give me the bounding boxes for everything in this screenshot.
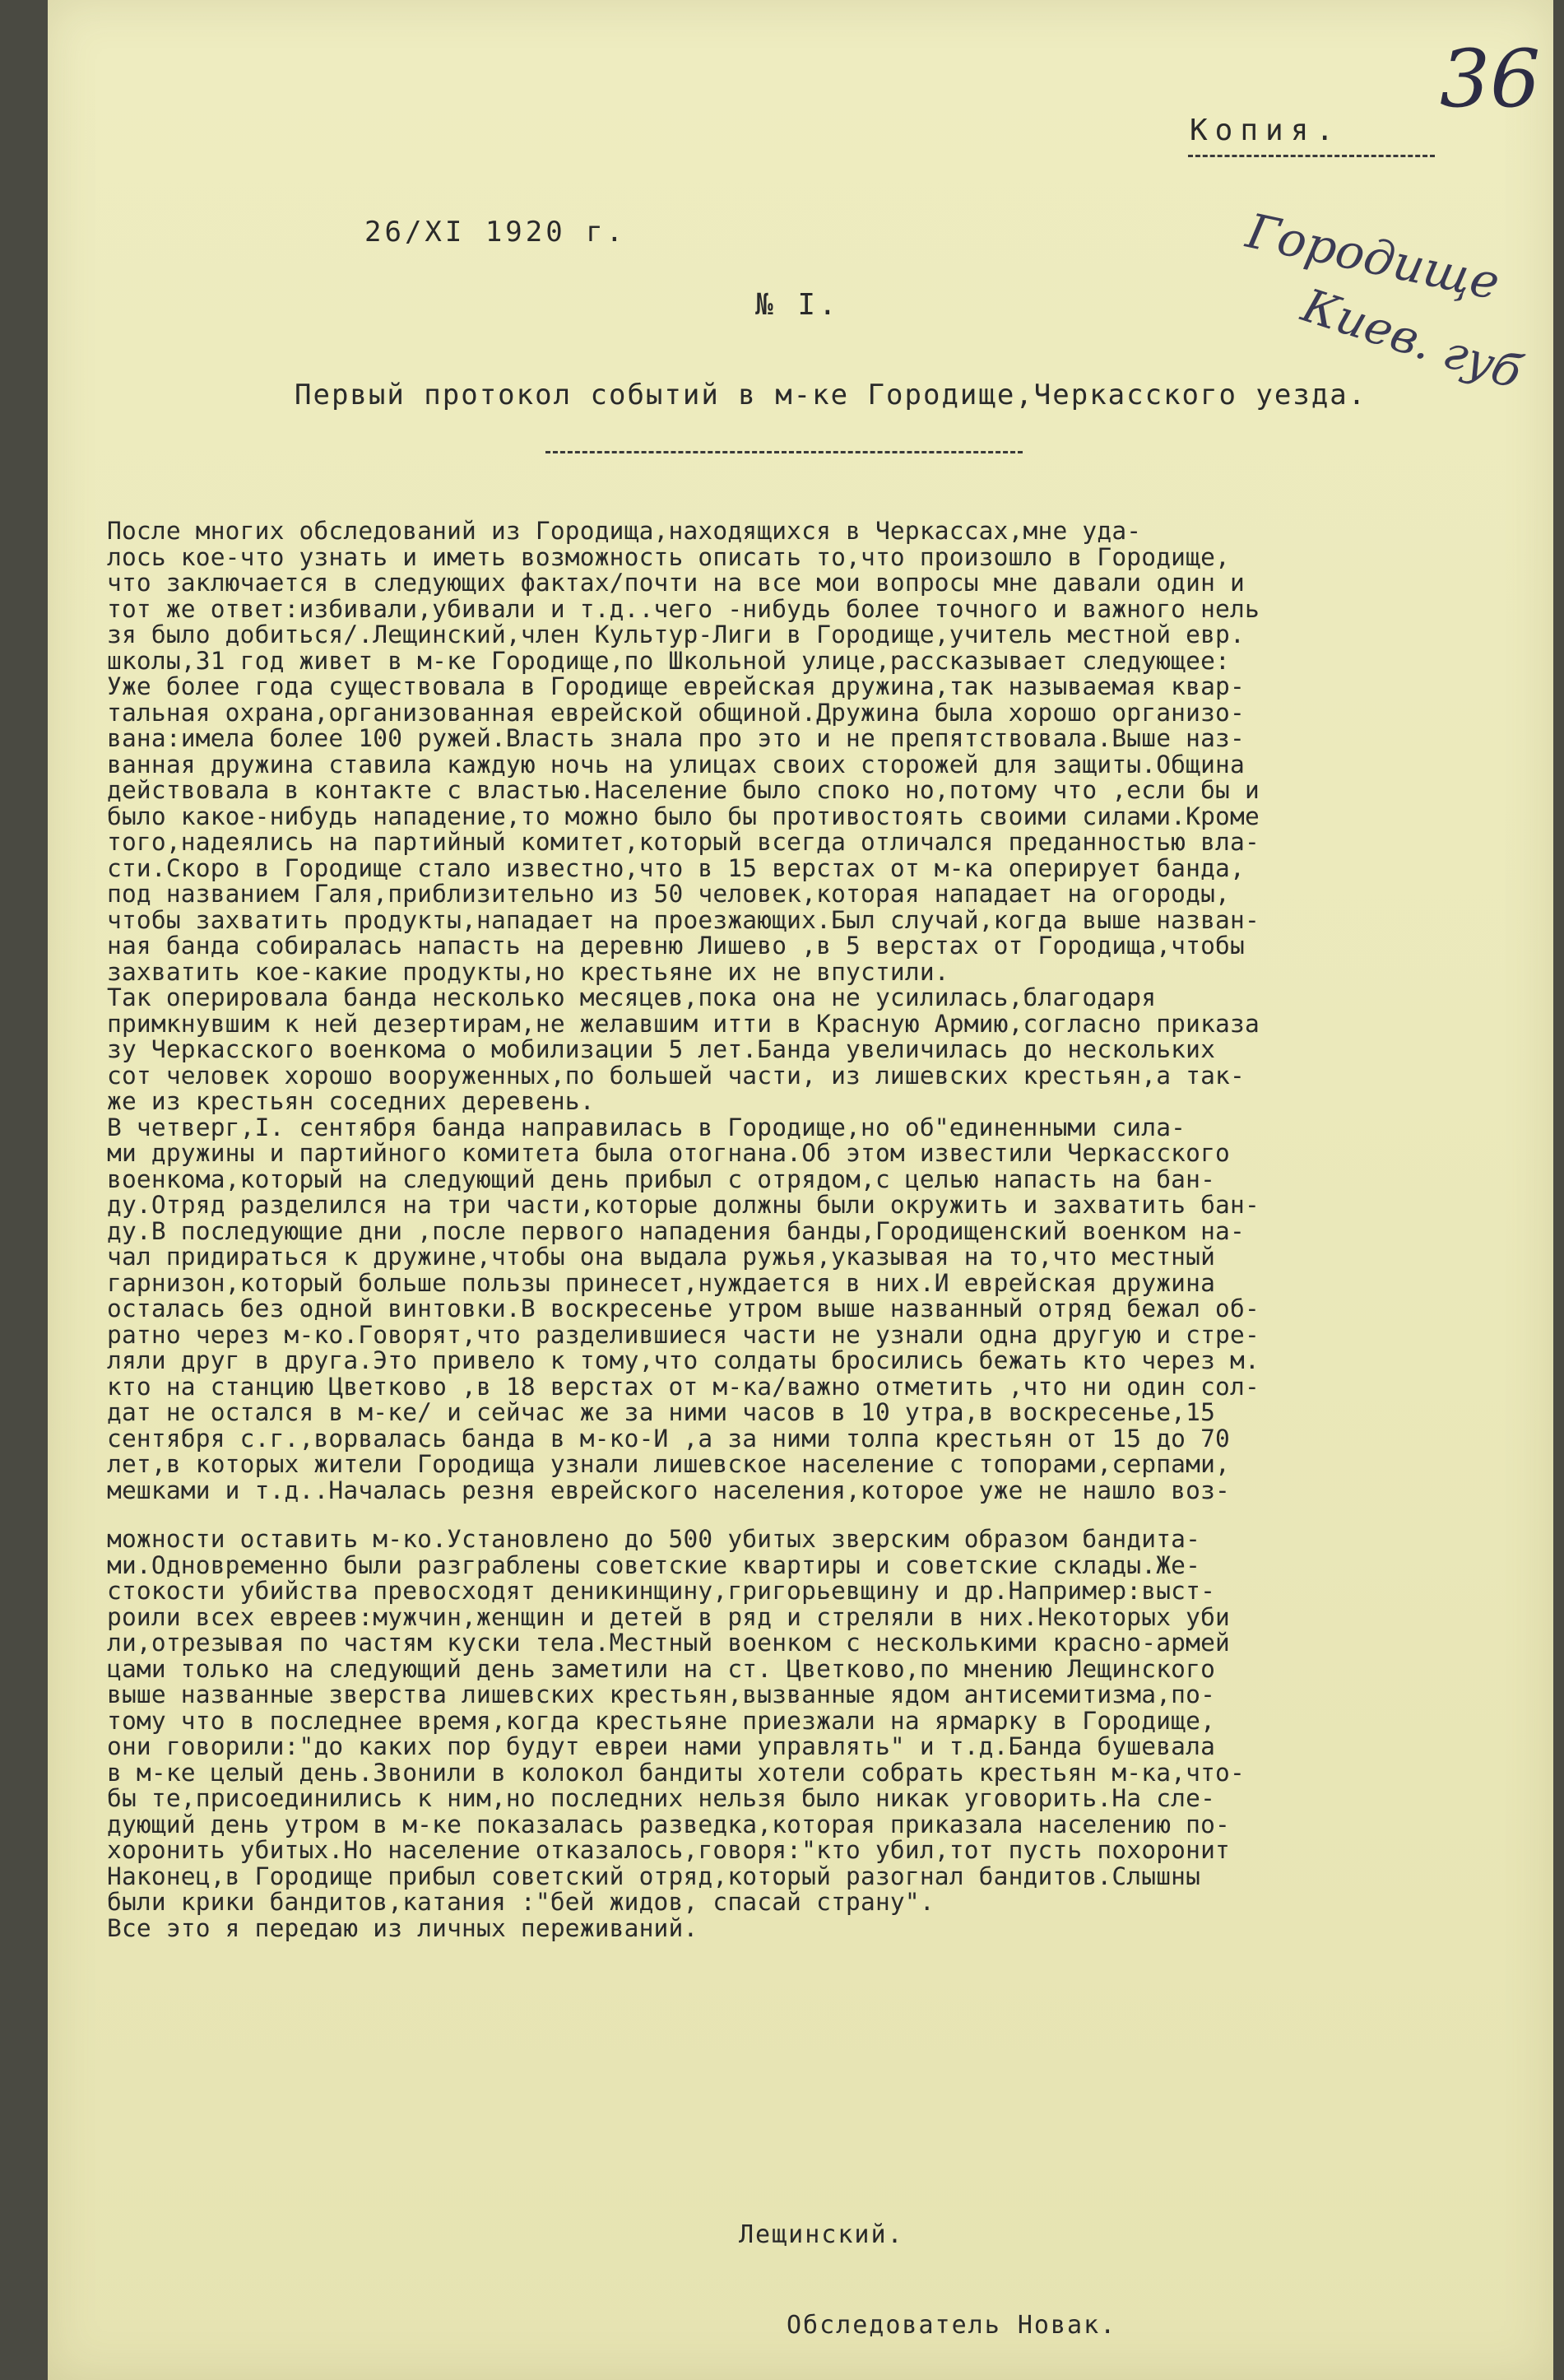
body-line: действовала в контакте с властью.Население было споко но,потому что ,если бы и xyxy=(107,778,1260,804)
body-line: сентября с.г.,ворвалась банда в м-ко-И ,а за ними толпа крестьян от 15 до 70 xyxy=(107,1425,1230,1452)
body-line: школы,31 год живет в м-ке Городище,по Школьной улице,рассказывает следующее: xyxy=(107,648,1230,674)
body-line: Все это я передаю из личных переживаний. xyxy=(107,1915,698,1941)
body-line: лось кое-что узнать и иметь возможность описать то,что произошло в Городище, xyxy=(107,544,1230,570)
body-line: они говорили:"до каких пор будут евреи нами управлять" и т.д.Банда бушевала xyxy=(107,1734,1216,1760)
body-line: тальная охрана,организованная еврейской общиной.Дружина была хорошо организо- xyxy=(107,700,1245,726)
body-line: было какое-нибудь нападение,то можно было бы противостоять своими силами.Кроме xyxy=(107,803,1260,830)
body-line: ванная дружина ставила каждую ночь на улицах своих сторожей для защиты.Община xyxy=(107,751,1245,778)
body-line: стокости убийства превосходят деникинщину,григорьевщину и др.Например:выст- xyxy=(107,1578,1216,1605)
body-line: военкома,который на следующий день прибыл с отрядом,с целью напасть на бан- xyxy=(107,1166,1216,1192)
body-line: дующий день утром в м-ке показалась разведка,которая приказала населению по- xyxy=(107,1811,1230,1838)
body-line: тому что в последнее время,когда крестьяне приезжали на ярмарку в Городище, xyxy=(107,1708,1216,1734)
protocol-body xyxy=(107,518,1538,1941)
body-line: ду.В последующие дни ,после первого нападения банды,Городищенский военком на- xyxy=(107,1218,1245,1244)
body-line: осталась без одной винтовки.В воскресенье утром выше названный отряд бежал об- xyxy=(107,1296,1260,1322)
body-line: гарнизон,который больше пользы принесет,нуждается в них.И еврейская дружина xyxy=(107,1270,1216,1296)
body-line: роили всех евреев:мужчин,женщин и детей в ряд и стреляли в них.Некоторых уби xyxy=(107,1604,1230,1630)
body-line: дат не остался в м-ке/ и сейчас же за ними часов в 10 утра,в воскресенье,15 xyxy=(107,1400,1216,1426)
body-line: в м-ке целый день.Звонили в колокол бандиты хотели собрать крестьян м-ка,что- xyxy=(107,1759,1245,1786)
protocol-number: № I. xyxy=(755,288,840,322)
body-line: зу Черкасского военкома о мобилизации 5 лет.Банда увеличилась до нескольких xyxy=(107,1037,1216,1063)
body-line: ратно через м-ко.Говорят,что разделившиеся части не узнали одна другую и стре- xyxy=(107,1322,1260,1348)
body-line: выше названные зверства лишевских крестьян,вызванные ядом антисемитизма,по- xyxy=(107,1682,1216,1708)
body-line: были крики бандитов,катания :"бей жидов, спасай страну". xyxy=(107,1890,935,1916)
body-line: После многих обследований из Городища,находящихся в Черкассах,мне уда- xyxy=(107,518,1142,545)
title-underline xyxy=(545,451,1023,453)
body-line: сти.Скоро в Городище стало известно,что в 15 верстах от м-ка оперирует банда, xyxy=(107,855,1245,881)
body-line: примкнувшим к ней дезертирам,не желавшим итти в Красную Армию,согласно приказа xyxy=(107,1011,1260,1037)
margin-note-place: Городище xyxy=(1241,202,1505,311)
body-line: вана:имела более 100 ружей.Власть знала про это и не препятствовала.Выше наз- xyxy=(107,726,1245,752)
body-line: мешками и т.д..Началась резня еврейского населения,которое уже не нашло воз- xyxy=(107,1477,1230,1504)
copy-label: Копия. xyxy=(1190,114,1342,147)
document-page xyxy=(48,0,1553,2380)
body-line: зя было добиться/.Лещинский,член Культур-Лиги в Городище,учитель местной евр. xyxy=(107,622,1245,648)
body-line: чал придираться к дружине,чтобы она выдала ружья,указывая на то,что местный xyxy=(107,1244,1216,1271)
body-line: же из крестьян соседних деревень. xyxy=(107,1089,595,1115)
body-line: ли,отрезывая по частям куски тела.Местный военком с несколькими красно-армей xyxy=(107,1630,1230,1657)
document-date: 26/XI 1920 г. xyxy=(364,216,627,249)
copy-label-underline xyxy=(1188,155,1435,157)
body-line: ду.Отряд разделился на три части,которые должны были окружить и захватить бан- xyxy=(107,1192,1260,1219)
body-line: под названием Галя,приблизительно из 50 человек,которая нападает на огороды, xyxy=(107,881,1230,908)
body-line: хоронить убитых.Но население отказалось,говоря:"кто убил,тот пусть похоронит xyxy=(107,1838,1230,1864)
body-line: Наконец,в Городище прибыл советский отряд,который разогнал бандитов.Слышны xyxy=(107,1863,1201,1890)
body-line: того,надеялись на партийный комитет,который всегда отличался преданностью вла- xyxy=(107,830,1260,856)
body-line: захватить кое-какие продукты,но крестьяне их не впустили. xyxy=(107,959,949,985)
body-line: ляли друг в друга.Это привело к тому,что солдаты бросились бежать кто через м. xyxy=(107,1348,1260,1374)
body-line: В четверг,I. сентября банда направилась в Городище,но об"единенными сила- xyxy=(107,1114,1186,1141)
body-line: ми дружины и партийного комитета была отогнана.Об этом известили Черкасского xyxy=(107,1141,1230,1167)
signature-leshchinsky: Лещинский. xyxy=(739,2220,904,2249)
body-line: бы те,присоединились к ним,но последних нельзя было никак уговорить.На сле- xyxy=(107,1786,1216,1812)
body-line: цами только на следующий день заметили на ст. Цветково,по мнению Лещинского xyxy=(107,1656,1216,1682)
body-line: лет,в которых жители Городища узнали лишевское население с топорами,серпами, xyxy=(107,1452,1230,1478)
body-line: Уже более года существовала в Городище еврейская дружина,так называемая квар- xyxy=(107,674,1245,700)
body-line: ная банда собиралась напасть на деревню Лишево ,в 5 верстах от Городища,чтобы xyxy=(107,933,1245,960)
body-line: кто на станцию Цветково ,в 18 верстах от м-ка/важно отметить ,что ни один сол- xyxy=(107,1374,1260,1400)
body-line: Так оперировала банда несколько месяцев,пока она не усилилась,благодаря xyxy=(107,985,1157,1011)
protocol-title: Первый протокол событий в м-ке Городище,Черкасского уезда. xyxy=(295,379,1367,411)
body-line: тот же ответ:избивали,убивали и т.д..чего -нибудь более точного и важного нель xyxy=(107,596,1260,622)
body-line: что заключается в следующих фактах/почти на все мои вопросы мне давали один и xyxy=(107,570,1245,597)
margin-note-province: Киев. губ xyxy=(1295,278,1529,401)
body-line: ми.Одновременно были разграблены советские квартиры и советские склады.Же- xyxy=(107,1552,1201,1578)
investigator-signature: Обследователь Новак. xyxy=(787,2311,1117,2340)
body-line: сот человек хорошо вооруженных,по большей части, из лишевских крестьян,а так- xyxy=(107,1062,1245,1089)
page-break-gap xyxy=(107,1504,1538,1527)
folio-number: 36 xyxy=(1440,33,1541,125)
body-line: можности оставить м-ко.Установлено до 500 убитых зверским образом бандита- xyxy=(107,1527,1201,1553)
body-line: чтобы захватить продукты,нападает на проезжающих.Был случай,когда выше назван- xyxy=(107,907,1260,933)
